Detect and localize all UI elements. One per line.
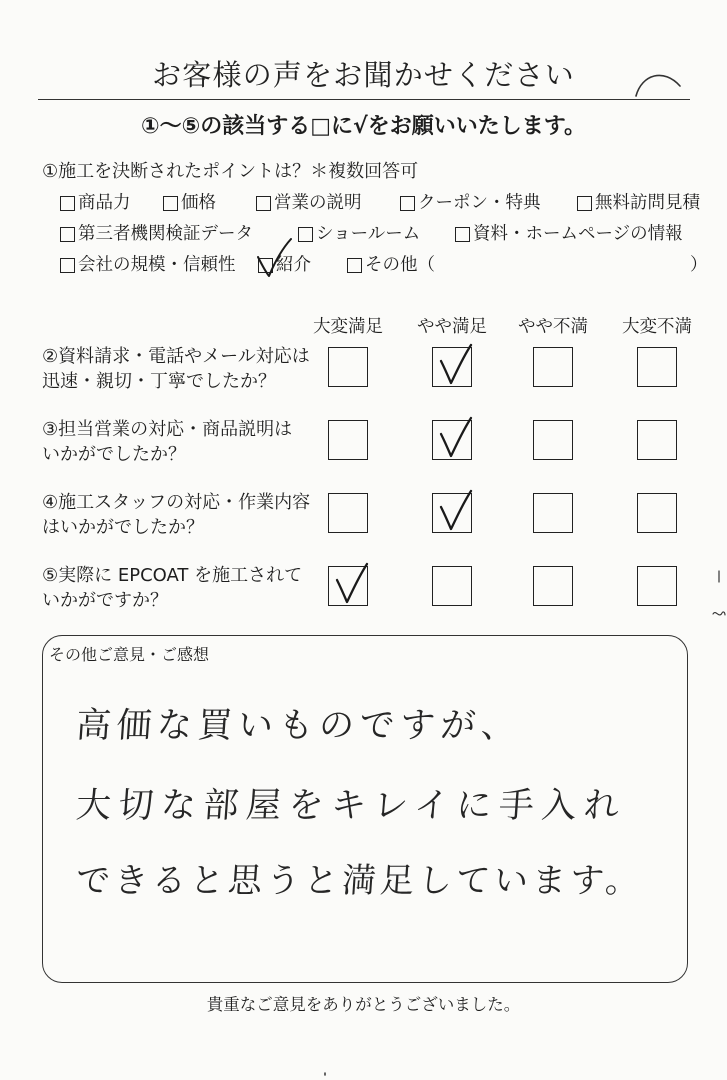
column-somewhat-satisfied: やや満足 — [417, 317, 487, 337]
option-company-reliability[interactable] — [60, 253, 236, 277]
check-stroke — [441, 418, 471, 456]
checkbox[interactable] — [298, 227, 313, 242]
handwritten-check-icon — [433, 421, 473, 461]
option-label: 会社の規模・信頼性 — [78, 255, 236, 275]
rating-box-very-dissatisfied[interactable] — [637, 347, 677, 387]
scan-mark — [716, 570, 724, 584]
option-other[interactable] — [347, 253, 435, 277]
scan-mark-stroke — [636, 75, 680, 96]
rating-box-somewhat-dissatisfied[interactable] — [533, 347, 573, 387]
option-showroom[interactable] — [298, 222, 420, 246]
rating-row-question-3 — [0, 419, 727, 465]
option-free-estimate[interactable] — [577, 191, 700, 215]
option-price[interactable] — [163, 191, 216, 215]
check-stroke — [337, 564, 367, 602]
handwritten-comment-line: 大切な部屋をキレイに手入れ — [74, 786, 628, 826]
checkbox[interactable] — [258, 258, 273, 273]
other-paren-close: ） — [690, 255, 708, 275]
handwritten-check-icon — [255, 235, 295, 281]
column-very-dissatisfied: 大変不満 — [622, 317, 692, 337]
form-title: お客様の声をお聞かせください — [152, 58, 575, 92]
rating-row-question-4 — [0, 492, 727, 538]
rating-box-very-satisfied[interactable] — [328, 566, 368, 606]
question-2-text — [42, 345, 310, 394]
checkbox[interactable] — [455, 227, 470, 242]
column-somewhat-dissatisfied: やや不満 — [518, 317, 588, 337]
option-sales-explanation[interactable] — [256, 191, 362, 215]
question-5-text — [42, 564, 302, 613]
option-referral[interactable] — [258, 253, 311, 277]
other-paren-open: （ — [417, 255, 435, 275]
rating-box-very-satisfied[interactable] — [328, 347, 368, 387]
question-line: 迅速・親切・丁寧でしたか？ — [42, 370, 276, 392]
option-label: その他 — [365, 255, 418, 275]
checkbox[interactable] — [60, 227, 75, 242]
title-underline — [38, 99, 690, 100]
option-label: 紹介 — [276, 255, 311, 275]
scan-mark — [632, 66, 684, 102]
comments-label: その他ご意見・ご感想 — [49, 645, 210, 664]
option-label: 無料訪問見積 — [595, 193, 700, 213]
handwritten-check-icon — [433, 494, 473, 534]
option-coupon[interactable] — [400, 191, 541, 215]
question-line: ⑤実際に EPCOAT を施工されて — [42, 565, 303, 586]
checkbox[interactable] — [347, 258, 362, 273]
question-line: いかがですか？ — [42, 589, 168, 611]
checkbox[interactable] — [577, 196, 592, 211]
option-product-strength[interactable] — [60, 191, 131, 215]
question-line: ④施工スタッフの対応・作業内容 — [42, 492, 311, 513]
question-4-text — [42, 491, 310, 540]
question-line: いかがでしたか？ — [42, 443, 186, 465]
scan-mark-stroke — [713, 612, 725, 615]
rating-box-somewhat-satisfied[interactable] — [432, 493, 472, 533]
rating-box-very-dissatisfied[interactable] — [637, 420, 677, 460]
option-label: ショールーム — [316, 224, 421, 244]
scan-mark — [323, 1072, 327, 1076]
scan-mark — [712, 608, 726, 620]
rating-box-somewhat-dissatisfied[interactable] — [533, 420, 573, 460]
footer-thanks: 貴重なご意見をありがとうございました。 — [206, 995, 521, 1014]
rating-row-question-5 — [0, 565, 727, 611]
handwritten-check-icon — [329, 567, 369, 607]
checkbox[interactable] — [400, 196, 415, 211]
rating-box-very-satisfied[interactable] — [328, 493, 368, 533]
question-3-text — [42, 418, 292, 467]
comments-box[interactable] — [42, 635, 688, 983]
question-line: はいかがでしたか？ — [42, 516, 204, 538]
rating-box-very-dissatisfied[interactable] — [637, 566, 677, 606]
rating-box-very-dissatisfied[interactable] — [637, 493, 677, 533]
rating-box-somewhat-satisfied[interactable] — [432, 420, 472, 460]
check-stroke — [258, 239, 291, 276]
question-line: ②資料請求・電話やメール対応は — [42, 346, 310, 367]
option-materials-website[interactable] — [455, 222, 683, 246]
rating-box-somewhat-satisfied[interactable] — [432, 566, 472, 606]
option-third-party-data[interactable] — [60, 222, 253, 246]
option-label: 価格 — [181, 193, 216, 213]
option-label: クーポン・特典 — [418, 193, 541, 213]
question-line: ③担当営業の対応・商品説明は — [42, 419, 293, 440]
handwritten-check-icon — [433, 348, 473, 388]
rating-box-somewhat-dissatisfied[interactable] — [533, 493, 573, 533]
form-instruction: ①～⑤の該当する□に√をお願いいたします。 — [141, 114, 586, 139]
option-label: 営業の説明 — [274, 193, 362, 213]
checkbox[interactable] — [163, 196, 178, 211]
rating-box-very-satisfied[interactable] — [328, 420, 368, 460]
check-stroke — [441, 345, 471, 383]
option-label: 商品力 — [78, 193, 131, 213]
check-stroke — [441, 491, 471, 529]
rating-box-somewhat-satisfied[interactable] — [432, 347, 472, 387]
checkbox[interactable] — [60, 196, 75, 211]
option-label: 第三者機関検証データ — [78, 224, 253, 244]
handwritten-comment-line: 高価な買いものですが、 — [74, 706, 523, 746]
column-very-satisfied: 大変満足 — [313, 317, 383, 337]
rating-box-somewhat-dissatisfied[interactable] — [533, 566, 573, 606]
option-label: 資料・ホームページの情報 — [473, 224, 683, 244]
checkbox[interactable] — [256, 196, 271, 211]
question-1-prompt: ①施工を決断されたポイントは？＊複数回答可 — [42, 161, 419, 182]
checkbox[interactable] — [60, 258, 75, 273]
handwritten-comment-line: できると思うと満足しています。 — [74, 861, 645, 901]
rating-row-question-2 — [0, 346, 727, 392]
